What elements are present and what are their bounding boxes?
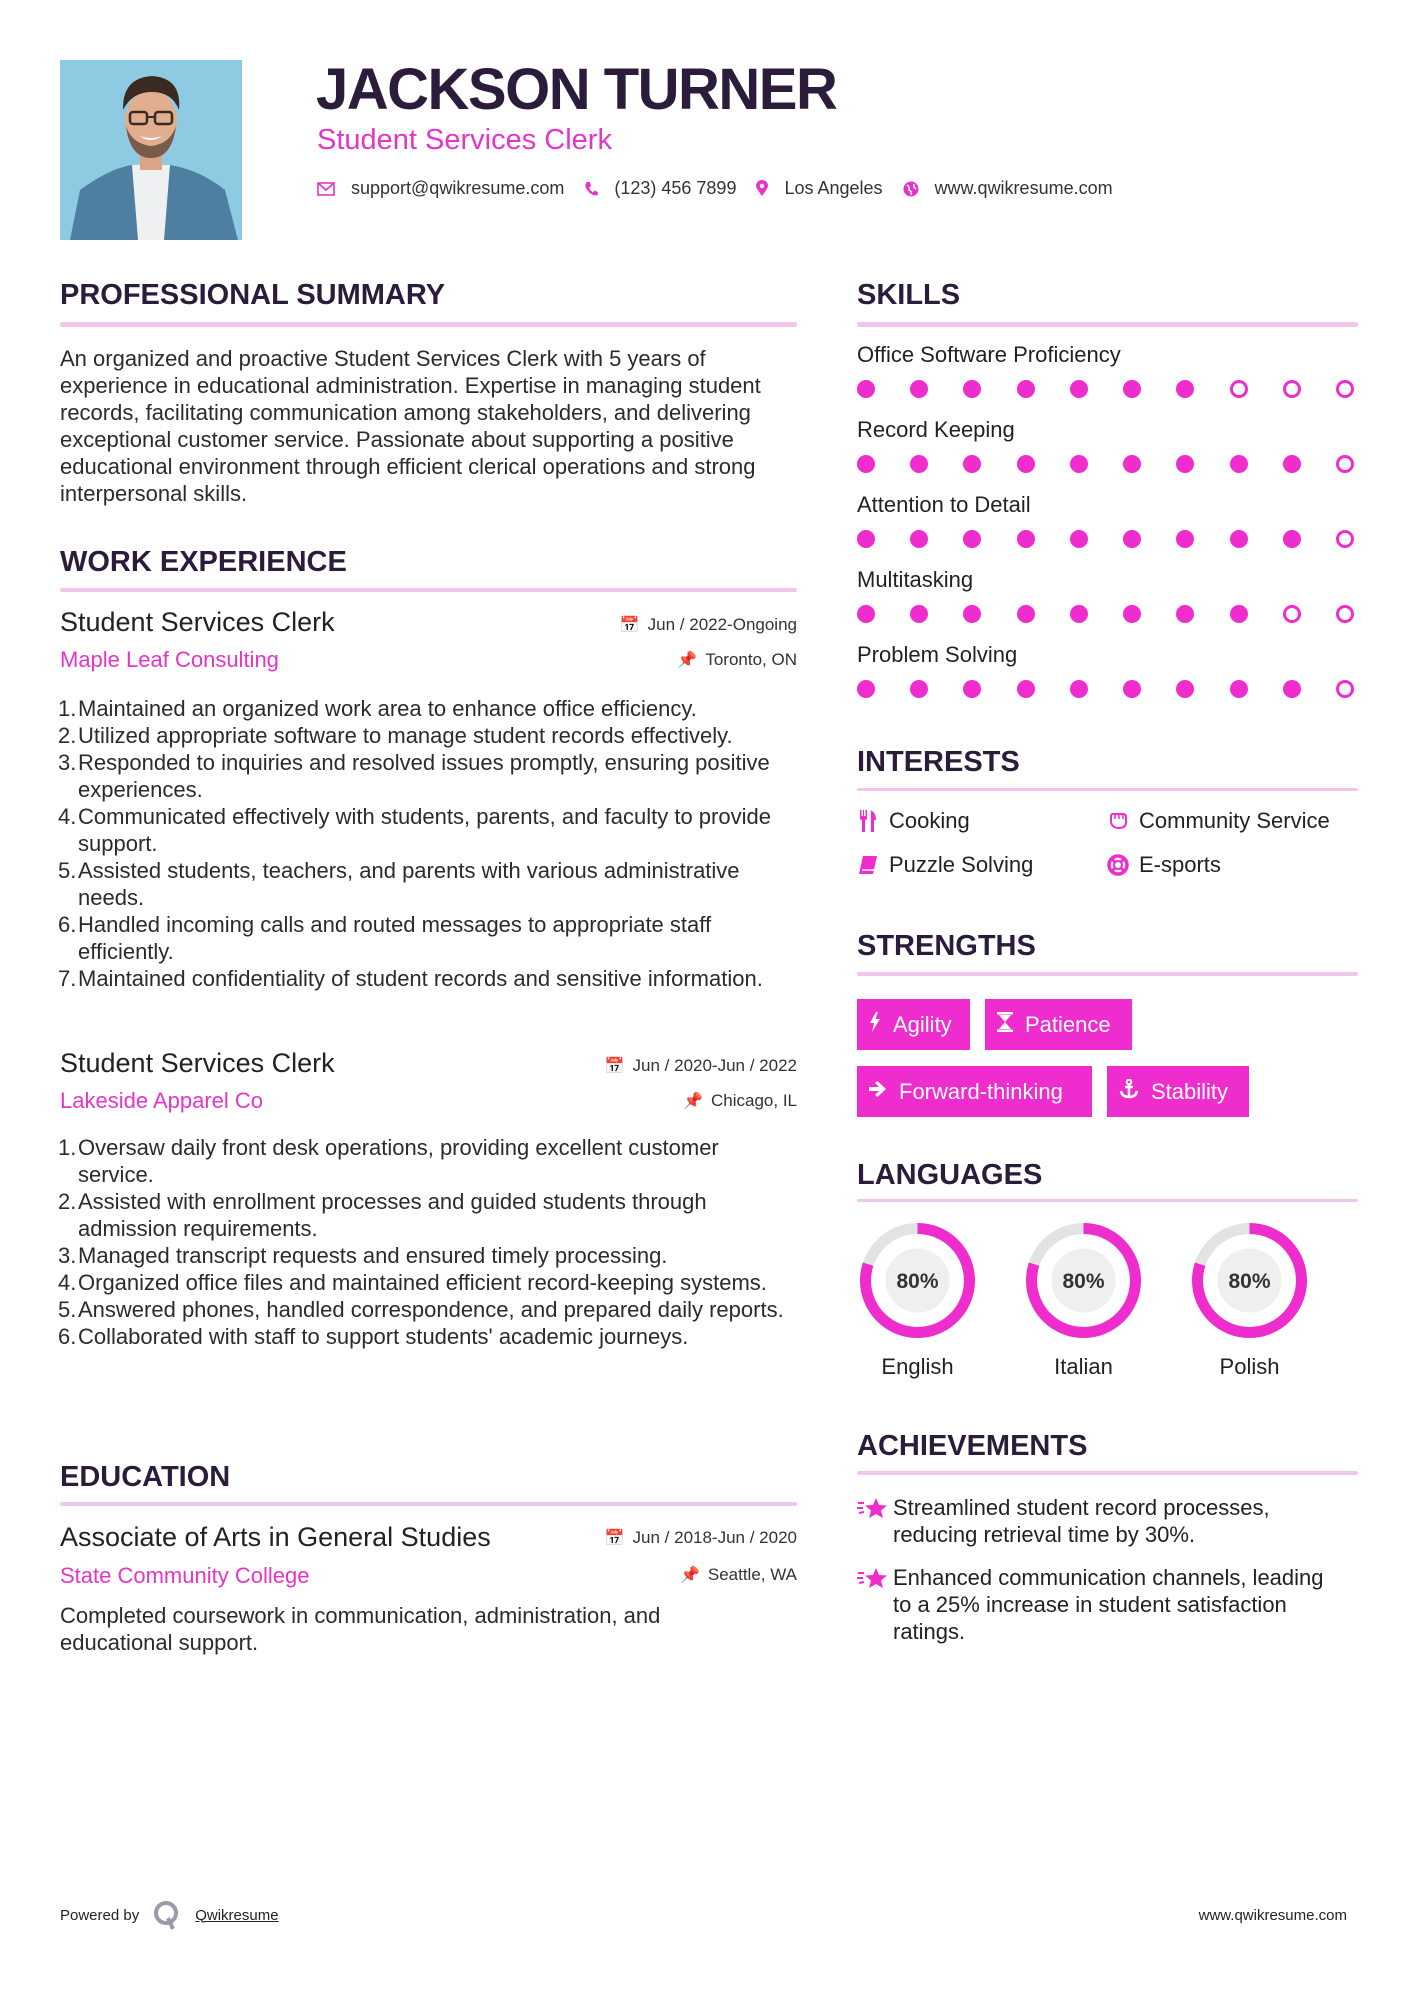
shooting-star-icon <box>857 1566 893 1598</box>
rating-dot-filled <box>1176 380 1194 398</box>
calendar-icon: 📅 <box>619 617 640 634</box>
rating-dot-filled <box>1176 455 1194 473</box>
rating-dot-filled <box>963 455 981 473</box>
language-progress-ring <box>857 1220 978 1341</box>
rating-dot-filled <box>963 605 981 623</box>
language-item <box>1189 1220 1310 1380</box>
rating-dot-filled <box>1283 455 1301 473</box>
globe-icon <box>903 181 919 197</box>
rating-dot-filled <box>1017 530 1035 548</box>
bullet-item: Responded to inquiries and resolved issues promptly, ensuring positive experiences. <box>78 750 770 802</box>
rating-dot-filled <box>963 530 981 548</box>
rating-dot-filled <box>1017 455 1035 473</box>
rating-dot-filled <box>1230 680 1248 698</box>
job-company: Lakeside Apparel Co <box>60 1088 264 1113</box>
language-item <box>1023 1220 1144 1380</box>
map-pin-icon <box>756 180 768 197</box>
shooting-star-icon <box>857 1496 893 1528</box>
rating-dot-filled <box>963 380 981 398</box>
rating-dot-filled <box>910 605 928 623</box>
education-description: Completed coursework in communication, administration, and educational support. <box>60 1603 661 1655</box>
language-name: Italian <box>1054 1354 1113 1379</box>
bullet-item: Maintained confidentiality of student records and sensitive information. <box>78 966 763 991</box>
profile-photo <box>60 60 242 240</box>
rating-dot-filled <box>1123 530 1141 548</box>
rating-dot-filled <box>857 680 875 698</box>
section-title-achievements: ACHIEVEMENTS <box>857 1430 1088 1462</box>
job-location: 📌 Toronto, ON <box>677 650 797 669</box>
bolt-icon <box>869 1012 881 1038</box>
rating-dot-empty <box>1336 455 1354 473</box>
powered-by-label: Powered by <box>60 1906 140 1924</box>
language-name: Polish <box>1219 1354 1280 1379</box>
rating-dot-empty <box>1283 605 1301 623</box>
achievements-list <box>857 1494 1337 1645</box>
skill-name: Office Software Proficiency <box>857 342 1121 367</box>
job-company: Maple Leaf Consulting <box>60 647 279 672</box>
section-title-education: EDUCATION <box>60 1461 231 1493</box>
rating-dot-filled <box>1070 680 1088 698</box>
strengths-tags <box>857 999 1358 1117</box>
skill-item <box>857 567 1358 642</box>
job-bullets <box>60 1134 798 1350</box>
section-divider <box>857 972 1358 976</box>
rating-dot-filled <box>1230 530 1248 548</box>
bullet-item: Assisted with enrollment processes and guided students through admission requirements. <box>78 1189 707 1241</box>
skills-list <box>857 342 1358 717</box>
skill-name: Multitasking <box>857 567 974 592</box>
rating-dot-filled <box>1283 680 1301 698</box>
skill-rating <box>857 380 1354 398</box>
envelope-icon <box>317 182 335 196</box>
achievement-item: Streamlined student record processes, reducing retrieval time by 30%. <box>857 1494 1337 1548</box>
rating-dot-filled <box>910 380 928 398</box>
education-location: 📌 Seattle, WA <box>679 1565 797 1584</box>
section-divider <box>857 1199 1358 1202</box>
rating-dot-empty <box>1336 530 1354 548</box>
interests-grid <box>857 808 1358 878</box>
hand-icon <box>1107 812 1129 830</box>
candidate-role: Student Services Clerk <box>317 124 612 156</box>
skill-item <box>857 342 1358 417</box>
anchor-icon <box>1119 1079 1139 1105</box>
bullet-item: Maintained an organized work area to enhance office efficiency. <box>78 696 697 721</box>
rating-dot-filled <box>857 380 875 398</box>
section-title-strengths: STRENGTHS <box>857 930 1036 962</box>
contact-phone[interactable]: (123) 456 7899 <box>614 178 737 198</box>
bullet-item: Handled incoming calls and routed messages to appropriate staff efficiently. <box>78 912 712 964</box>
skill-name: Attention to Detail <box>857 492 1031 517</box>
strength-tag: Forward-thinking <box>857 1066 1092 1117</box>
svg-text:80%: 80% <box>896 1270 939 1293</box>
rating-dot-filled <box>910 680 928 698</box>
pushpin-icon: 📌 <box>683 1093 703 1110</box>
skill-rating <box>857 455 1354 473</box>
degree-title: Associate of Arts in General Studies <box>60 1522 491 1552</box>
bullet-item: Organized office files and maintained efficient record-keeping systems. <box>78 1270 767 1295</box>
section-title-summary: PROFESSIONAL SUMMARY <box>60 279 446 311</box>
interest-item: Puzzle Solving <box>857 852 1107 878</box>
rating-dot-filled <box>1070 455 1088 473</box>
rating-dot-filled <box>1123 380 1141 398</box>
rating-dot-filled <box>1070 380 1088 398</box>
calendar-icon: 📅 <box>604 1530 625 1547</box>
language-progress-ring <box>1189 1220 1310 1341</box>
rating-dot-empty <box>1336 380 1354 398</box>
qwikresume-logo-icon <box>153 1900 181 1930</box>
education-entry <box>60 1522 797 1656</box>
rating-dot-filled <box>1123 605 1141 623</box>
rating-dot-filled <box>1176 530 1194 548</box>
section-divider <box>857 322 1358 327</box>
section-title-languages: LANGUAGES <box>857 1159 1043 1191</box>
rating-dot-filled <box>1283 530 1301 548</box>
rating-dot-filled <box>857 530 875 548</box>
job-date: 📅 Jun / 2022-Ongoing <box>619 615 797 634</box>
language-progress-ring <box>1023 1220 1144 1341</box>
bullet-item: Collaborated with staff to support students' academic journeys. <box>78 1324 689 1349</box>
rating-dot-filled <box>1123 680 1141 698</box>
contact-location: Los Angeles <box>784 178 883 198</box>
rating-dot-empty <box>1230 380 1248 398</box>
pushpin-icon: 📌 <box>679 1567 700 1584</box>
rating-dot-filled <box>1230 455 1248 473</box>
skill-item <box>857 642 1358 717</box>
education-date: 📅 Jun / 2018-Jun / 2020 <box>604 1528 797 1547</box>
rating-dot-empty <box>1336 680 1354 698</box>
qwikresume-link[interactable]: Qwikresume <box>195 1906 279 1924</box>
rating-dot-filled <box>1176 605 1194 623</box>
rating-dot-filled <box>1070 530 1088 548</box>
skill-rating <box>857 530 1354 548</box>
rating-dot-filled <box>1017 605 1035 623</box>
languages-list <box>857 1220 1358 1380</box>
rating-dot-filled <box>1017 680 1035 698</box>
skill-name: Problem Solving <box>857 642 1018 667</box>
section-divider <box>60 1502 797 1506</box>
rating-dot-filled <box>857 605 875 623</box>
hourglass-icon <box>997 1012 1013 1038</box>
rating-dot-filled <box>1017 380 1035 398</box>
contact-email[interactable]: support@qwikresume.com <box>351 178 565 198</box>
rating-dot-filled <box>1070 605 1088 623</box>
interest-item: Community Service <box>1107 808 1357 834</box>
svg-text:80%: 80% <box>1228 1270 1271 1293</box>
phone-icon <box>584 181 598 197</box>
contact-website[interactable]: www.qwikresume.com <box>934 178 1113 198</box>
section-divider <box>60 322 797 327</box>
pushpin-icon: 📌 <box>677 652 698 669</box>
rating-dot-filled <box>857 455 875 473</box>
skill-item <box>857 417 1358 492</box>
section-divider <box>60 588 797 592</box>
skill-rating <box>857 680 1354 698</box>
calendar-icon: 📅 <box>604 1058 625 1075</box>
contact-bar <box>317 178 1133 199</box>
section-title-experience: WORK EXPERIENCE <box>60 546 347 578</box>
footer-website[interactable]: www.qwikresume.com <box>1198 1907 1347 1924</box>
school-name: State Community College <box>60 1563 310 1588</box>
language-item <box>857 1220 978 1380</box>
skill-item <box>857 492 1358 567</box>
section-divider <box>857 1471 1358 1475</box>
job-entry <box>60 607 797 992</box>
job-location: 📌 Chicago, IL <box>683 1091 797 1110</box>
bullet-item: Oversaw daily front desk operations, providing excellent customer service. <box>78 1135 719 1187</box>
rating-dot-filled <box>963 680 981 698</box>
job-bullets <box>60 695 798 992</box>
svg-text:80%: 80% <box>1062 1270 1105 1293</box>
utensils-icon <box>857 810 879 832</box>
section-divider <box>857 788 1358 791</box>
rating-dot-filled <box>1176 680 1194 698</box>
bullet-item: Managed transcript requests and ensured timely processing. <box>78 1243 668 1268</box>
achievement-item: Enhanced communication channels, leading to a 25% increase in student satisfaction ratings. <box>857 1564 1337 1645</box>
book-icon <box>857 855 879 875</box>
footer-powered-by <box>60 1900 279 1930</box>
arrow-right-icon <box>869 1080 887 1103</box>
strength-tag: Patience <box>985 999 1132 1050</box>
job-entry <box>60 1048 797 1350</box>
bullet-item: Communicated effectively with students, parents, and faculty to provide support. <box>78 804 771 856</box>
section-title-skills: SKILLS <box>857 279 961 311</box>
bullet-item: Utilized appropriate software to manage student records effectively. <box>78 723 733 748</box>
interest-item: E-sports <box>1107 852 1357 878</box>
job-date: 📅 Jun / 2020-Jun / 2022 <box>604 1056 797 1075</box>
job-title: Student Services Clerk <box>60 1048 335 1078</box>
strength-tag: Stability <box>1107 1066 1249 1117</box>
strength-tag: Agility <box>857 999 970 1050</box>
rating-dot-filled <box>1123 455 1141 473</box>
rating-dot-filled <box>1230 605 1248 623</box>
bullet-item: Assisted students, teachers, and parents with various administrative needs. <box>78 858 740 910</box>
rating-dot-empty <box>1283 380 1301 398</box>
summary-text: An organized and proactive Student Services Clerk with 5 years of experience in educational administration. Expertise in managing student records, facilitating communication among stakeholders, and delivering exceptional customer service. Passionate about supporting a positive educational environment through efficient clerical operations and strong interpersonal skills. <box>60 346 761 506</box>
rating-dot-empty <box>1336 605 1354 623</box>
language-name: English <box>881 1354 954 1379</box>
candidate-name: JACKSON TURNER <box>316 57 837 122</box>
rating-dot-filled <box>910 455 928 473</box>
bullet-item: Answered phones, handled correspondence, and prepared daily reports. <box>78 1297 784 1322</box>
interest-item: Cooking <box>857 808 1107 834</box>
section-title-interests: INTERESTS <box>857 746 1020 778</box>
skill-rating <box>857 605 1354 623</box>
job-title: Student Services Clerk <box>60 607 335 637</box>
rating-dot-filled <box>910 530 928 548</box>
skill-name: Record Keeping <box>857 417 1015 442</box>
life-ring-icon <box>1107 854 1129 876</box>
